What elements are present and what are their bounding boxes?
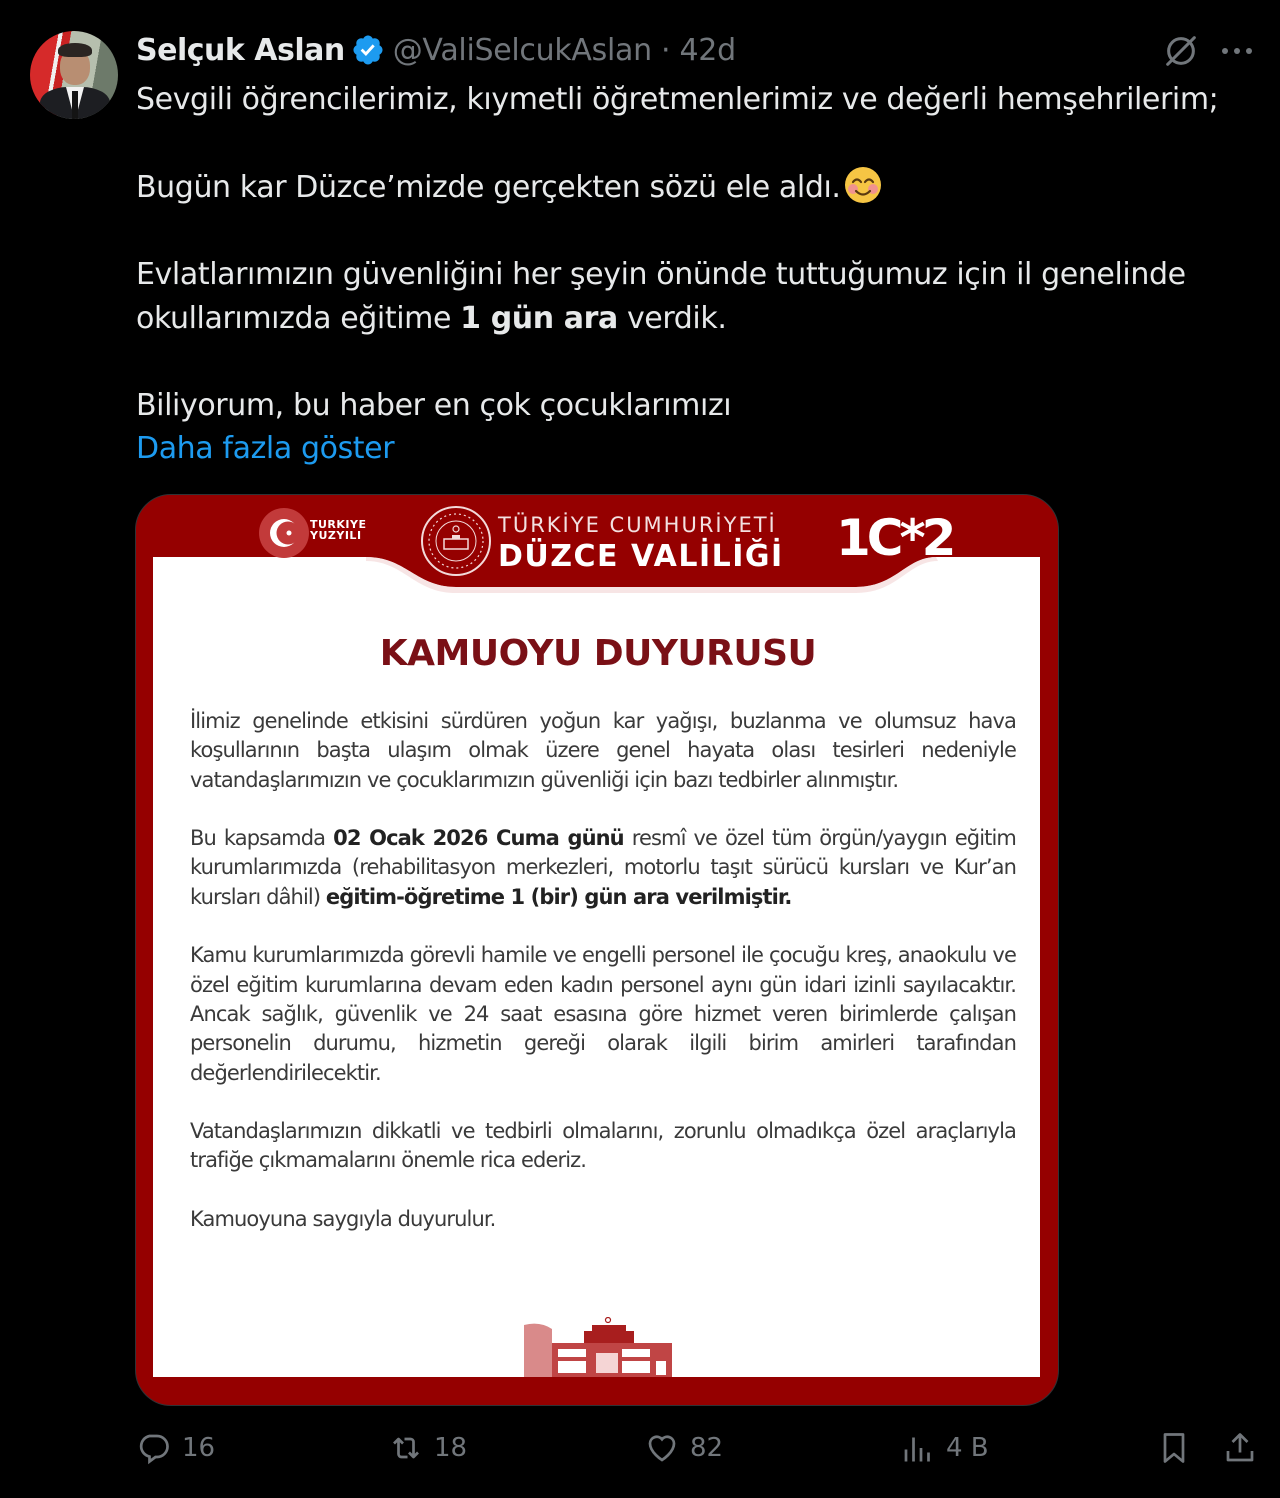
share-button[interactable]	[1222, 1430, 1258, 1466]
avatar-tie	[72, 91, 78, 119]
banner-title: DÜZCE VALİLİĞİ	[498, 539, 784, 574]
notice-paragraph-4: Vatandaşlarımızın dikkatli ve tedbirli olmalarını, zorunlu olmadıkça özel araçlarıyla trafiğe çıkmamalarını önemle rica ederiz.	[190, 1119, 1016, 1173]
tweet-header	[136, 28, 736, 72]
governorship-building-icon	[522, 1317, 672, 1377]
views-count: 4 B	[946, 1433, 989, 1463]
show-more-link[interactable]: Daha fazla göster	[136, 431, 395, 466]
grok-icon[interactable]	[1162, 32, 1200, 70]
tweet-line-4: okullarımızda eğitime 1 gün ara verdik.	[136, 300, 727, 336]
tweet-line-5: Biliyorum, bu haber en çok çocuklarımızı	[136, 387, 732, 423]
repost-icon	[388, 1430, 424, 1466]
like-count: 82	[690, 1433, 724, 1463]
tweet-line-1: Sevgili öğrencilerimiz, kıymetli öğretmenlerimiz ve değerli hemşehrilerim;	[136, 82, 1219, 117]
views-chart-icon	[900, 1430, 936, 1466]
notice-paragraph-5: Kamuoyuna saygıyla duyurulur.	[190, 1207, 496, 1232]
turkiye-yuzyili-logo-icon	[258, 507, 310, 559]
notice-body	[190, 707, 1016, 1264]
bookmark-button[interactable]	[1156, 1430, 1192, 1466]
turkiye-yuzyili-text: TURKIYE YUZYILI	[310, 518, 367, 542]
repost-button[interactable]	[388, 1430, 467, 1466]
like-button[interactable]	[644, 1430, 723, 1466]
avatar-hair	[58, 43, 92, 57]
bookmark-icon	[1156, 1430, 1192, 1466]
repost-count: 18	[434, 1433, 468, 1463]
banner-subtitle: TÜRKİYE CUMHURİYETİ	[498, 513, 777, 537]
emblem-102-logo: 1C*2	[836, 509, 953, 567]
tweet-action-bar	[0, 1430, 1280, 1480]
verified-badge-icon	[351, 33, 385, 67]
author-handle-time[interactable]: @ValiSelcukAslan · 42d	[392, 32, 736, 68]
author-name[interactable]: Selçuk Aslan	[136, 32, 345, 68]
views-button[interactable]	[900, 1430, 989, 1466]
author-avatar[interactable]	[30, 31, 118, 119]
duzce-valiligi-seal-icon	[420, 505, 492, 577]
heart-icon	[644, 1430, 680, 1466]
notice-paragraph-1: İlimiz genelinde etkisini sürdüren yoğun kar yağışı, buzlanma ve olumsuz hava koşullarının başta ulaşım olmak üzere genel hayata olası tesirleri nedeniyle vatandaşlarımızın ve çocuklarımızın güvenliği için bazı tedbirler alınmıştır.	[190, 709, 1016, 792]
notice-paragraph-2: Bu kapsamda 02 Ocak 2026 Cuma günü resmî ve özel tüm örgün/yaygın eğitim kurumlarımızda (rehabilitasyon merkezleri, motorlu taşıt sürücü kursları ve Kur’an kursları dâhil) eğitim-öğretime 1 (bir) gün ara verilmiştir.	[190, 826, 1016, 909]
notice-title: KAMUOYU DUYURUSU	[379, 633, 817, 674]
tweet-text	[136, 78, 1246, 471]
tweet-media-image[interactable]	[135, 494, 1059, 1406]
smiling-face-emoji-icon	[843, 165, 883, 205]
reply-count: 16	[182, 1433, 216, 1463]
tweet-line-3: Evlatlarımızın güvenliğini her şeyin önünde tuttuğumuz için il genelinde	[136, 257, 1186, 292]
more-options-icon[interactable]	[1222, 40, 1258, 62]
reply-icon	[136, 1430, 172, 1466]
reply-button[interactable]	[136, 1430, 215, 1466]
tweet-line-2: Bugün kar Düzce’mizde gerçekten sözü ele aldı.	[136, 165, 1246, 210]
notice-paragraph-3: Kamu kurumlarımızda görevli hamile ve engelli personel ile çocuğu kreş, anaokulu ve özel eğitim kurumlarına devam eden kadın personel aynı gün idari izinli sayılacaktır. Ancak sağlık, güvenlik ve 24 saat esasına göre hizmet veren birimlerde çalışan personelin durumu, hizmetin gereği olarak ilgili birim amirleri tarafından değerlendirilecektir.	[190, 943, 1016, 1085]
share-icon	[1222, 1430, 1258, 1466]
